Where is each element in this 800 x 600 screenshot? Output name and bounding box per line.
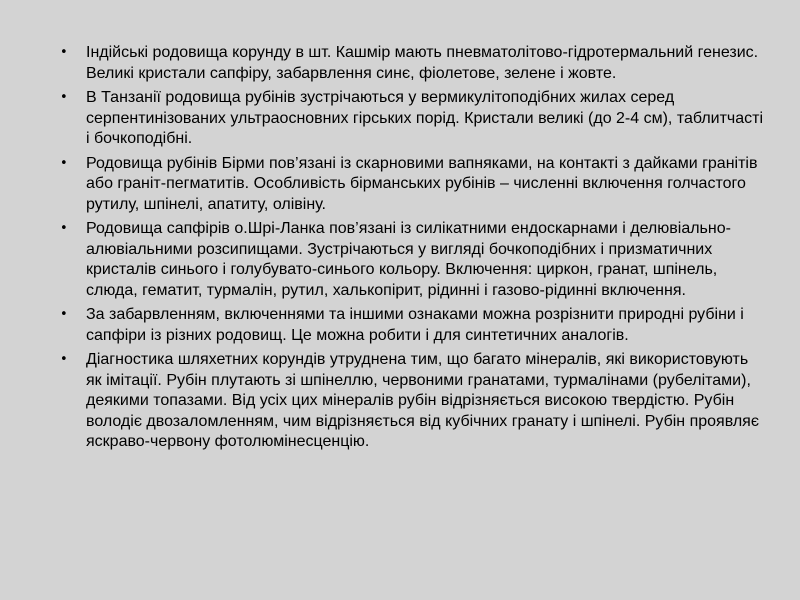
bullet-item	[60, 154, 765, 216]
bullet-item	[60, 219, 765, 301]
bullet-list	[60, 43, 765, 457]
bullet-item	[60, 350, 765, 453]
bullet-text: Індійські родовища корунду в шт. Кашмір мають пневматолітово-гідротермальний генезис. Великі кристали сапфіру, забарвлення синє, фіолетове, зелене і жовте.	[86, 44, 759, 82]
bullet-icon: •	[60, 352, 68, 367]
bullet-icon: •	[60, 45, 68, 60]
bullet-item	[60, 88, 765, 150]
bullet-icon: •	[60, 155, 68, 171]
bullet-icon: •	[60, 307, 68, 322]
bullet-icon: •	[60, 90, 68, 105]
bullet-text: Родовища рубінів Бірми пов’язані із скарновими вапняками, на контакті з дайками гранітів або граніт-пегматитів. Особливість бірманських рубінів – численні включення голчастого рутилу, шпінелі, апатиту, олівіну.	[86, 154, 758, 213]
bullet-text: Діагностика шляхетних корундів утруднена тим, що багато мінералів, які використовують як імітації. Рубін плутають зі шпінеллю, червоними гранатами, турмалінами (рубелітами), деякими топазами. Від усіх цих мінералів рубін відрізняється високою твердістю. Рубін володіє двозаломленням, чим відрізняється від кубічних гранату і шпінелі. Рубін проявляє яскраво-червону фотолюмінесценцію.	[86, 351, 759, 450]
bullet-text: Родовища сапфірів о.Шрі-Ланка пов’язані із силікатними ендоскарнами і делювіально-алювіальними розсипищами. Зустрічаються у вигляді бочкоподібних і призматичних кристалів синього і голубувато-синього кольору. Включення: циркон, гранат, шпінель, слюда, гематит, турмалін, рутил, халькопірит, рідинні і газово-рідинні включення.	[86, 220, 731, 299]
bullet-item	[60, 43, 765, 84]
bullet-item	[60, 305, 765, 346]
bullet-text: В Танзанії родовища рубінів зустрічаються у вермикулітоподібних жилах серед серпентинізованих ультраосновних гірських порід. Кристали великі (до 2-4 см), таблитчасті і бочкоподібні.	[86, 89, 764, 147]
bullet-icon: •	[60, 221, 68, 236]
bullet-text: За забарвленням, включеннями та іншими ознаками можна розрізнити природні рубіни і сапфіри із різних родовищ. Це можна робити і для синтетичних аналогів.	[86, 306, 744, 344]
